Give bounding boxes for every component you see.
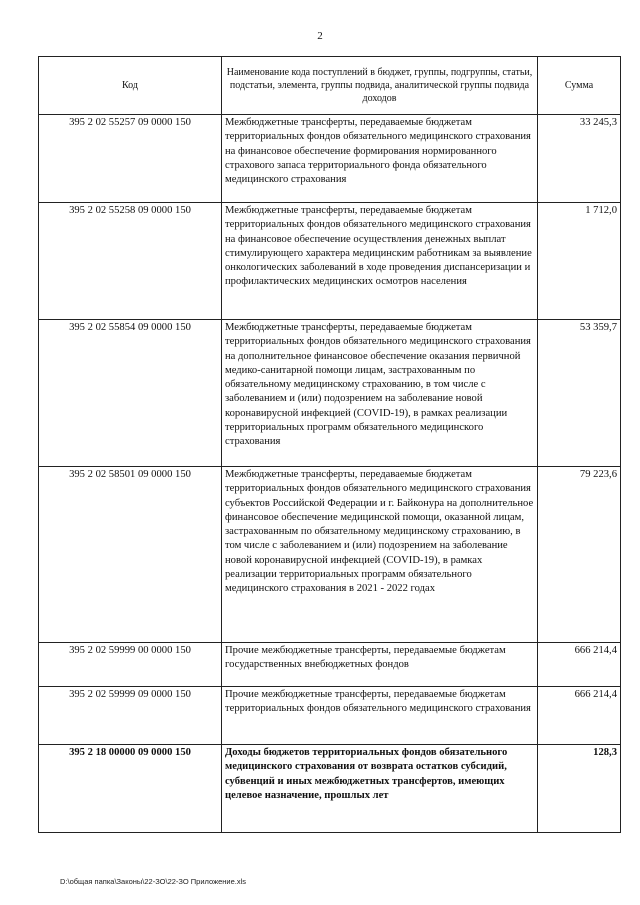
table-row — [39, 115, 621, 203]
table-row — [39, 687, 621, 745]
file-path-footer: D:\общая папка\Законы\22-ЗО\22-ЗО Приложение.xls — [60, 877, 247, 886]
row-name: Межбюджетные трансферты, передаваемые бюджетам территориальных фондов обязательного медицинского страхования на дополнительное финансовое обеспечение оказания первичной медико-санитарной помощи лицам, застрахованным по обязательному медицинскому страхованию, в том числе с заболеванием и (или) подозрением на заболевание новой коронавирусной инфекцией (COVID-19), в рамках реализации территориальных программ обязательного медицинского страхования — [222, 320, 538, 467]
row-name: Межбюджетные трансферты, передаваемые бюджетам территориальных фондов обязательного медицинского страхования субъектов Российской Федерации и г. Байконура на дополнительное финансовое обеспечение медицинской помощи, оказанной лицам, застрахованным по обязательному медицинскому страхованию, в том числе с заболеванием и (или) подозрением на заболевание новой коронавирусной инфекцией (COVID-19), в рамках реализации территориальных программ обязательного медицинского страхования в 2021 - 2022 годах — [222, 467, 538, 643]
row-sum: 53 359,7 — [538, 320, 621, 467]
row-code: 395 2 02 59999 09 0000 150 — [39, 687, 222, 745]
row-sum: 666 214,4 — [538, 687, 621, 745]
header-sum: Сумма — [538, 57, 621, 115]
revenue-table — [38, 56, 621, 833]
table-row — [39, 203, 621, 320]
row-sum: 1 712,0 — [538, 203, 621, 320]
row-code: 395 2 18 00000 09 0000 150 — [39, 745, 222, 833]
header-code: Код — [39, 57, 222, 115]
row-name: Межбюджетные трансферты, передаваемые бюджетам территориальных фондов обязательного медицинского страхования на финансовое обеспечение осуществления денежных выплат стимулирующего характера медицинским работникам за выявление онкологических заболеваний в ходе проведения диспансеризации и профилактических медицинских осмотров населения — [222, 203, 538, 320]
page-number: 2 — [317, 30, 323, 42]
table-row — [39, 320, 621, 467]
row-code: 395 2 02 55258 09 0000 150 — [39, 203, 222, 320]
table-row — [39, 643, 621, 687]
row-sum: 33 245,3 — [538, 115, 621, 203]
row-name: Доходы бюджетов территориальных фондов обязательного медицинского страхования от возврата остатков субсидий, субвенций и иных межбюджетных трансфертов, имеющих целевое назначение, прошлых лет — [222, 745, 538, 833]
table-header-row — [39, 57, 621, 115]
row-code: 395 2 02 55854 09 0000 150 — [39, 320, 222, 467]
row-sum: 666 214,4 — [538, 643, 621, 687]
row-name: Прочие межбюджетные трансферты, передаваемые бюджетам территориальных фондов обязательного медицинского страхования — [222, 687, 538, 745]
row-code: 395 2 02 55257 09 0000 150 — [39, 115, 222, 203]
table-row-total — [39, 745, 621, 833]
row-code: 395 2 02 59999 00 0000 150 — [39, 643, 222, 687]
row-name: Межбюджетные трансферты, передаваемые бюджетам территориальных фондов обязательного медицинского страхования на финансовое обеспечение формирования нормированного страхового запаса территориального фонда обязательного медицинского страхования — [222, 115, 538, 203]
row-sum: 79 223,6 — [538, 467, 621, 643]
header-name: Наименование кода поступлений в бюджет, группы, подгруппы, статьи, подстатьи, элемента, группы подвида, аналитической группы подвида доходов — [222, 57, 538, 115]
row-sum: 128,3 — [538, 745, 621, 833]
row-name: Прочие межбюджетные трансферты, передаваемые бюджетам государственных внебюджетных фондов — [222, 643, 538, 687]
row-code: 395 2 02 58501 09 0000 150 — [39, 467, 222, 643]
table-row — [39, 467, 621, 643]
